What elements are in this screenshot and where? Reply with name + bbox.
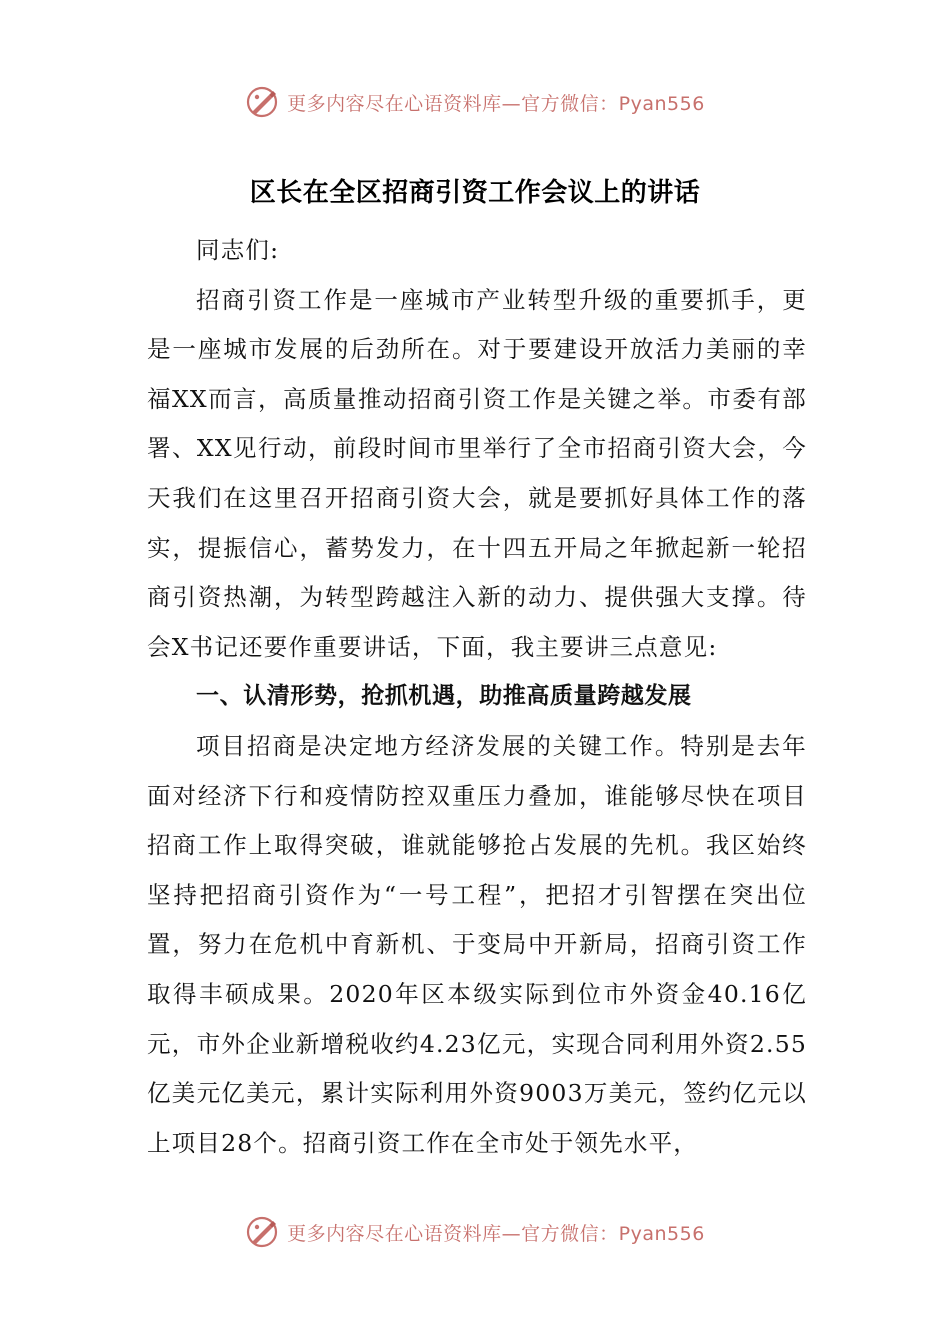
watermark-text: 更多内容尽在心语资料库—官方微信：Pyan556 — [287, 1222, 705, 1245]
document-body — [147, 222, 807, 1168]
pen-circle-logo-icon — [245, 1215, 279, 1249]
document-title: 区长在全区招商引资工作会议上的讲话 — [249, 178, 701, 208]
section-heading: 一、认清形势，抢抓机遇，助推高质量跨越发展 — [196, 683, 692, 710]
greeting: 同志们: — [196, 236, 280, 264]
paragraph: 项目招商是决定地方经济发展的关键工作。特别是去年面对经济下行和疫情防控双重压力叠加，谁能够尽快在项目招商工作上取得突破，谁就能够抢占发展的先机。我区始终坚持把招商引资作为“一号工程”，把招才引智摆在突出位置，努力在危机中育新机、于变局中开新局，招商引资工作取得丰硕成果。2020年区本级实际到位市外资金40.16亿元，市外企业新增税收约4.23亿元，实现合同利用外资2.55亿美元亿美元，累计实际利用外资9003万美元，签约亿元以上项目28个。招商引资工作在全市处于领先水平， — [147, 731, 807, 1157]
header-watermark — [0, 80, 950, 124]
watermark-text: 更多内容尽在心语资料库—官方微信：Pyan556 — [287, 92, 705, 115]
footer-watermark — [0, 1210, 950, 1254]
pen-circle-logo-icon — [245, 85, 279, 119]
paragraph: 招商引资工作是一座城市产业转型升级的重要抓手，更是一座城市发展的后劲所在。对于要建设开放活力美丽的幸福XX而言，高质量推动招商引资工作是关键之举。市委有部署、XX见行动，前段时间市里举行了全市招商引资大会，今天我们在这里召开招商引资大会，就是要抓好具体工作的落实，提振信心，蓄势发力，在十四五开局之年掀起新一轮招商引资热潮，为转型跨越注入新的动力、提供强大支撑。待会X书记还要作重要讲话，下面，我主要讲三点意见: — [147, 285, 807, 661]
